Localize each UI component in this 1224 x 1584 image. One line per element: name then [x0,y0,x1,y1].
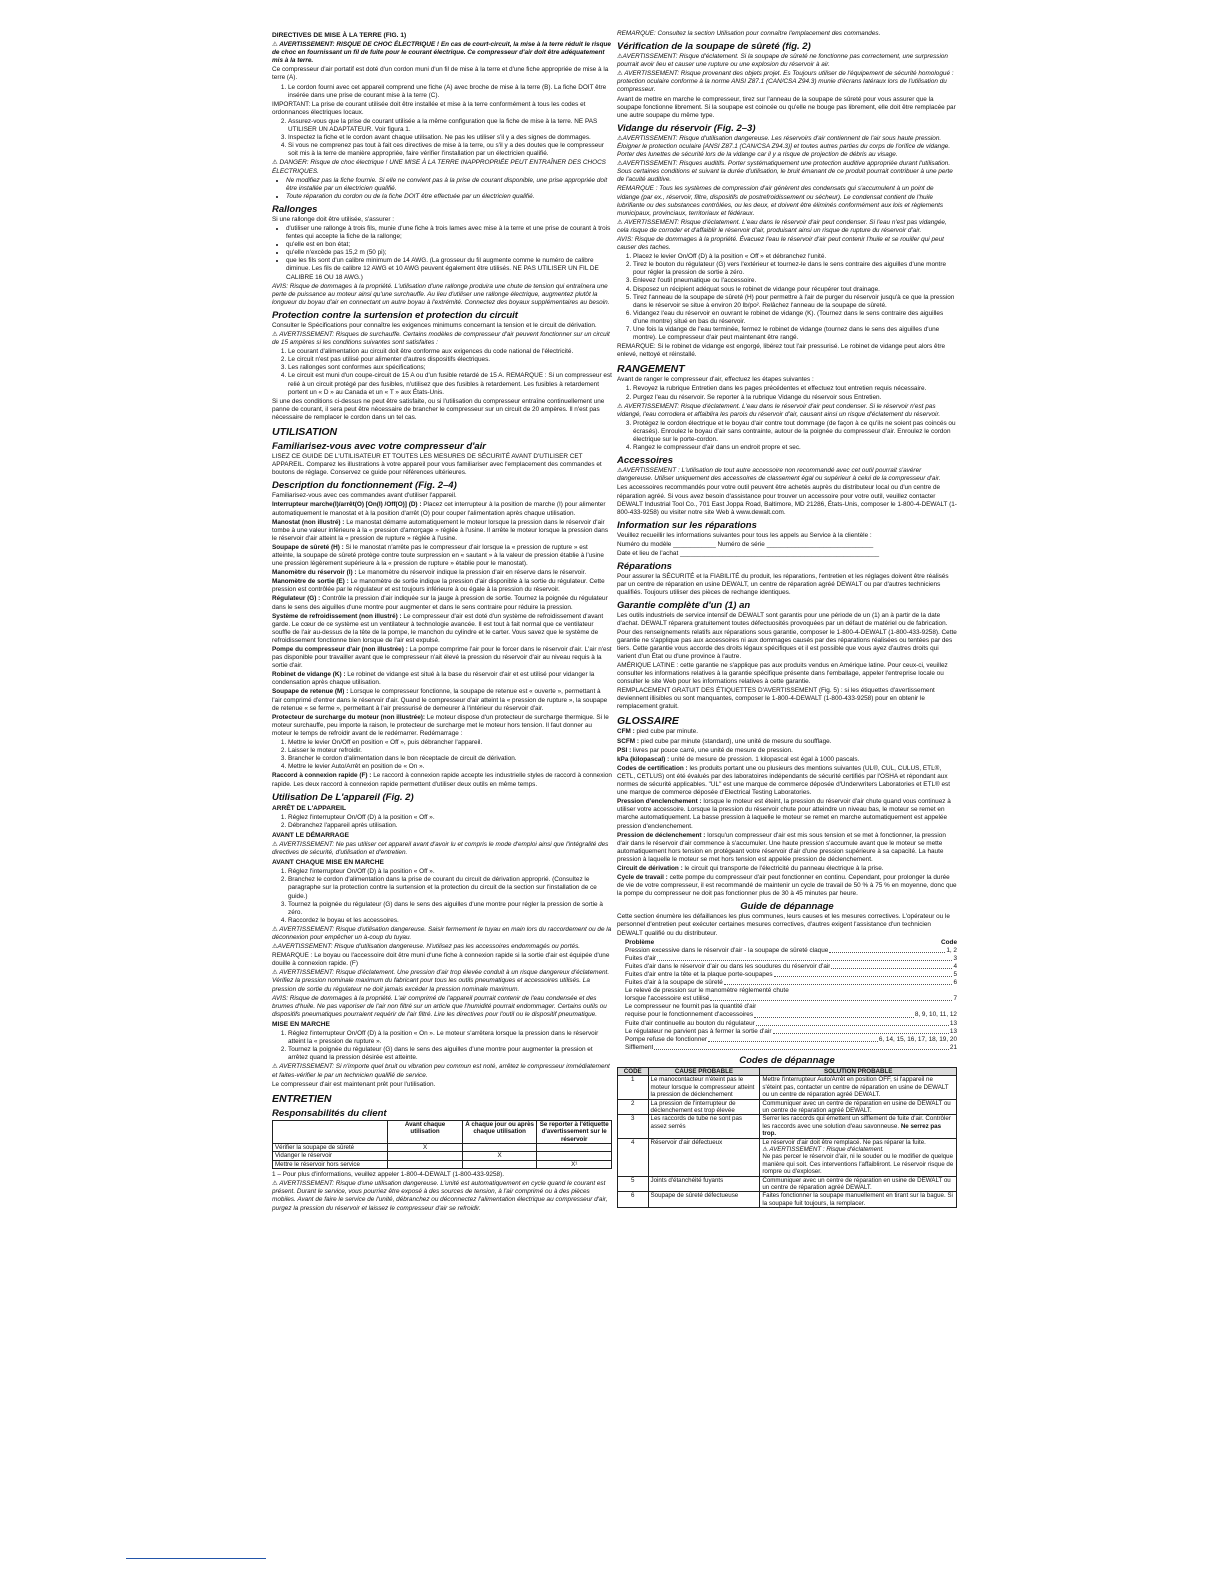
valve-text: Avant de mettre en marche le compresseur, tirez sur l'anneau de la soupape de sûreté pour vous assurer que la soupape fonctionne librement. Si la soupape est coincée ou qu'elle ne bouge pas librement, elle doit être remplacée par une autre soupape du même type. [617,95,956,119]
list-item: 4. Rangez le compresseur d'air dans un endroit propre et sec. [633,444,957,452]
stop-heading: ARRÊT DE L'APPAREIL [272,804,346,812]
dot-leader [756,1020,949,1026]
quick-connect-term: Raccord à connexion rapide (F) : [272,772,372,780]
table-header-cell [273,1120,388,1143]
definition-text: les produits portant une ou plusieurs des mentions suivantes (UL®, CUL, CULUS, ETL®, CETL, CETLUS) ont été évalués par des laboratoires indépendants de sécurité certifiés par l'OSHA et répondant aux normes de sécurité applicables. "UL" est une marque de commerce déposée d'Underwriters Laboratories et ETL® est une marque de commerce déposée d'Electrical Testing Laboratories. [617,764,951,797]
problem-code: 6, 14, 15, 16, 17, 18, 19, 20 [878,1035,957,1043]
solution-text: Le réservoir d'air doit être remplacé. Ne pas réparer la fuite. [762,1138,926,1146]
troubleshooting-list [617,939,957,1052]
list-item: • qu'elle n'excède pas 15,2 m (50 pi); [286,249,612,257]
definition-term: Manomètre de sortie (E) : [272,578,349,586]
definition-term: Soupape de sûreté (H) : [272,543,344,551]
start-heading: MISE EN MARCHE [272,1020,330,1028]
drain-remark: REMARQUE : Tous les systèmes de compression d'air génèrent des condensats qui s'accumulent à un point de vidange (par ex., réservoir, filtre, dispositifs de postrefroidissement ou sécheur). Le condensat contient de l'huile lubrifiante ou des substances contrôlées, ou les deux, et doivent être éliminés conformément aux lois et règlements municipaux, provinciaux, territoriaux et fédéraux. [617,185,944,217]
list-item: • Toute réparation du cordon ou de la fiche DOIT être effectuée par un électricien qualifié. [286,193,612,201]
definition-item [617,798,957,830]
list-item: 2. Tournez la poignée du régulateur (G) dans le sens des aiguilles d'une montre pour augmenter la pression et arrêtez quand la pression désirée est atteinte. [288,1046,612,1062]
solution-warning-text: Ne pas percer le réservoir d'air, ni le souder ou le modifier de quelque manière qui soit. Ces interventions l'affaibliront. Le réservoir risque de rompre ou d'exploser. [762,1153,954,1176]
list-item: 6. Vidangez l'eau du réservoir en ouvrant le robinet de vidange (K). (Tournez dans le sens contraire des aiguilles d'une montre) situé en bas du réservoir. [633,310,957,326]
definition-text: Le moteur dispose d'un protecteur de surcharge thermique. Si le moteur surchauffe, peu importe la raison, le protecteur de surcharge met le moteur hors tension. Il faut donner au moteur le temps de refroidir avant de le redémarrer. Redémarrage : [272,713,609,737]
list-item: 3. Enlevez l'outil pneumatique ou l'accessoire. [633,277,957,285]
definition-item [272,501,612,517]
problem-label: Pompe refuse de fonctionner [625,1035,708,1043]
definition-term: Circuit de dérivation : [617,864,683,872]
problem-label: Fuite d'air continuelle au bouton du régulateur [625,1019,755,1027]
definition-text: unité de mesure de pression. 1 kilopascal est égal à 1000 pascals. [671,755,860,763]
definition-term: Manomètre du réservoir (I) : [272,569,357,577]
definition-text: cette pompe du compresseur d'air peut fonctionner en continu. Cependant, pour prolonger la durée de vie de votre compresseur, il est recommandé de maintenir un cycle de travail de 50 % à 75 % en moyenne, donc que la pompe du compresseur ne doit pas fonctionner plus de 30 à 45 minutes par heure. [617,874,957,898]
solution-cell [760,1176,957,1192]
left-column [272,30,612,1214]
table-header-cell: Se reporter à l'étiquette d'avertissement sur le réservoir [537,1120,612,1143]
protection-warning: ⚠ AVERTISSEMENT: Risques de surchauffe. Certains modèles de compresseur d'air peuvent fonctionner sur un circuit de 15 ampères si les conditions suivantes sont satisfaites : [272,331,610,347]
start-warning: ⚠ AVERTISSEMENT: Si n'importe quel bruit ou vibration peu commun est noté, arrêtez le compresseur immédiatement et faites-vérifier le par un technicien qualifié de service. [272,1063,610,1079]
list-item: 4. Le circuit est muni d'un coupe-circuit de 15 A ou d'un fusible retardé de 15 A. REMARQUE : Si un compresseur est relié à un circuit protégé par des fusibles, n'utilisez que des fusibles à retardement. Les fusibles à retardement portent un « D » au Canada et un « T » aux États-Unis. [288,372,612,396]
repair-info-model: Numéro du modèle ____________ Numéro de série ______________________________ [617,540,874,548]
repair-info-heading: Information sur les réparations [617,519,757,531]
problem-code: 8, 9, 10, 11, 12 [914,1011,957,1019]
solution-emphasis: Ne serrez pas trop. [762,1122,942,1138]
definition-item [272,714,612,738]
problem-code: 4 [953,962,957,970]
responsibilities-note: 1 – Pour plus d'informations, veuillez appeler 1-800-4-DEWALT (1-800-433-9258). [272,1171,504,1179]
list-item: 4. Raccordez le boyau et les accessoires. [288,917,612,925]
definition-text: pied cube par minute (standard), une unité de mesure du soufflage. [640,737,832,745]
solution-text: Communiquer avec un centre de réparation en usine de DEWALT ou un centre de réparation agréé DEWALT. [762,1176,951,1192]
list-item: 4. Disposez un récipient adéquat sous le robinet de vidange pour récupérer tout drainage. [633,286,957,294]
drain-heading: Vidange du réservoir (Fig. 2–3) [617,122,756,134]
extension-notice: AVIS: Risque de dommages à la propriété. L'utilisation d'une rallonge produira une chute de tension qui entraînera une perte de puissance au moteur ainsi qu'une surchauffe. Au lieu d'utiliser une rallonge électrique, augmentez plutôt la longueur du boyau d'air en connectant un autre boyau à l'extrémité. Connectez des boyaux supplémentaires au besoin. [272,282,610,306]
start-ready: Le compresseur d'air est maintenant prêt pour l'utilisation. [272,1080,436,1088]
code-cell: 3 [618,1115,649,1138]
dot-leader [829,947,945,953]
accessories-warning: ⚠AVERTISSEMENT : L'utilisation de tout autre accessoire non recommandé avec cet outil pourrait s'avérer dangereuse. Utiliser uniquement des accessoires de classement égal ou supérieur à celui de la compresseur d'air. [617,467,941,483]
responsibilities-header-row [273,1120,612,1143]
table-cell: X¹ [537,1160,612,1168]
list-item: 4. Mettre le levier Auto/Arrêt en position de « On ». [288,763,612,771]
extension-items [272,225,612,282]
definition-term: Pression d'enclenchement : [617,798,702,806]
problem-code: 13 [949,1019,957,1027]
warranty-latam: AMÉRIQUE LATINE : cette garantie ne s'applique pas aux produits vendus en Amérique latine. Pour ceux-ci, veuillez consulter les informations relatives à la garantie spécifique présente dans l'emballage, appeler l'entreprise locale ou consulter le site Web pour les informations relatives à cette garantie. [617,661,948,686]
table-cell: Vérifier la soupape de sûreté [273,1143,388,1151]
repairs-heading: Réparations [617,561,672,573]
list-item: 1. Réglez l'interrupteur On/Off (D) à la position « On ». Le moteur s'arrêtera lorsque la pression dans le réservoir atteint la « pression de rupture ». [288,1030,612,1046]
code-cell: 6 [618,1192,649,1208]
list-item: 3. Les rallonges sont conformes aux spécifications; [288,364,612,372]
problem-column-label: Problème [625,938,655,946]
code-column-label: Code [941,938,957,946]
responsibilities-table [272,1120,612,1169]
problem-label: Fuites d'air [625,954,657,962]
list-item: 2. Débranchez l'appareil après utilisation. [288,822,612,830]
problem-code: 13 [949,1027,957,1035]
table-cell: X [462,1152,537,1160]
definition-text: Le manomètre de sortie indique la pression d'air disponible à la sortie du régulateur. Cette pression est contrôlée par le régulateur et est toujours inférieure à ou égale à la pression du réservoir. [272,578,605,594]
definition-term: Pression de déclenchement : [617,831,706,839]
problem-label: Fuites d'air dans le réservoir d'air ou dans les soudures du réservoir d'air [625,962,831,970]
code-cell: 2 [618,1099,649,1115]
dot-leader [831,963,952,969]
each-start-heading: AVANT CHAQUE MISE EN MARCHE [272,859,384,867]
definition-item [617,747,957,755]
list-item [625,947,957,955]
definition-term: Pompe du compresseur d'air (non illustrée) : [272,646,408,653]
problem-label: Sifflement [625,1043,654,1051]
definition-text: La pompe comprime l'air pour le forcer dans le réservoir d'air. L'air n'est pas disponible pour travailler avant que le compresseur n'ait élevé la pression du réservoir d'air au niveau requis à la sortie d'air. [272,646,612,670]
solution-text: Serrer les raccords qui émettent un sifflement de fuite d'air. Contrôler les raccords avec une solution d'eau savonneuse. [762,1115,951,1130]
responsibilities-body [273,1143,612,1168]
familiarize-text: LISEZ CE GUIDE DE L'UTILISATEUR ET TOUTES LES MESURES DE SÉCURITÉ AVANT D'UTILISER CET APPAREIL. Comparez les illustrations à votre appareil pour vous familiariser avec l'emplacement des commandes et boutons de réglage. Conservez ce guide pour références ultérieures. [272,453,602,477]
table-row [618,1192,957,1208]
dot-leader [657,955,952,961]
table-row [273,1160,612,1168]
table-row [618,1176,957,1192]
definition-item [617,765,957,797]
grounding-danger-items [272,177,612,201]
definition-text: lorsque le moteur est éteint, la pression du réservoir d'air chute quand vous continuez à utiliser votre accessoire. Lorsque la pression du réservoir chute pour atteindre un niveau bas, le moteur se remet en marche automatiquement. La basse pression à laquelle le moteur se remet en marche automatiquement est appelée pression d'enclenchement. [617,798,951,830]
solution-text: Communiquer avec un centre de réparation en usine de DEWALT ou un centre de réparation agréé DEWALT. [762,1099,951,1114]
definition-item [617,832,957,864]
table-cell [388,1160,463,1168]
problem-code: 6 [953,979,957,987]
cause-cell: Les raccords de tube ne sont pas assez serrés [648,1115,760,1138]
table-cell [462,1143,537,1151]
solution-text: Mettre l'interrupteur Auto/Arrêt en position OFF, si l'appareil ne s'éteint pas, contacter un centre de réparation en usine de DEWALT ou un centre de réparation agréé DEWALT. [762,1076,949,1099]
protection-intro: Consulter le Spécifications pour connaître les exigences minimums concernant la tension et le circuit de dérivation. [272,321,597,329]
table-cell [388,1152,463,1160]
list-item: 1. Revoyez la rubrique Entretien dans les pages précédentes et effectuez tout entretien requis nécessaire. [633,385,957,393]
repairs-text: Pour assurer la SÉCURITÉ et la FIABILITÉ du produit, les réparations, l'entretien et les réglages doivent être réalisés par un centre de réparation en usine DEWALT, un centre de réparation agréé DEWALT ou par d'autres techniciens qualifiés. Toujours utiliser des pièces de rechange identiques. [617,573,949,597]
protection-heading: Protection contre la surtension et protection du circuit [272,309,518,321]
code-cell: 1 [618,1076,649,1099]
extension-intro: Si une rallonge doit être utilisée, s'assurer : [272,215,394,223]
list-item: 2. Laisser le moteur refroidir. [288,747,612,755]
familiarize-heading: Familiarisez-vous avec votre compresseur d'air [272,441,486,453]
table-row [618,1138,957,1176]
responsibilities-warning: ⚠ AVERTISSEMENT: Risque d'une utilisation dangereuse. L'unité est automatiquement en cycle quand le courant est présent. Durant le service, vous pourriez être exposé à des sources de tension, à l'air comprimé ou à des pièces mobiles. Avant de faire le service de l'unité, débranchez ou déconnectez l'alimentation électrique au compresseur d'air, purgez la pression du réservoir et laissez le compresseur d'air se refroidir. [272,1180,608,1212]
definition-term: kPa (kilopascal) : [617,755,670,763]
drain-warning-1: ⚠AVERTISSEMENT: Risque d'utilisation dangereuse. Les réservoirs d'air contiennent de l'air sous haute pression. Éloigner le protection oculaire [ANSI Z87.1 (CAN/CSA Z94.3)] et toutes autres parties du corps de l'orifice de vidange. Porter des lunettes de sécurité lors de la vidange car il y a risque de projection de débris au visage. [617,134,951,159]
table-cell: Mettre le réservoir hors service [273,1160,388,1168]
definition-text: Placez cet interrupteur à la position de marche (I) pour alimenter automatiquement le manostat et à la position d'arrêt (O) pour couper l'alimentation après chaque utilisation. [272,501,606,517]
list-item: 2. Purgez l'eau du réservoir. Se reporter à la rubrique Vidange du réservoir sous Entretien. [633,394,957,402]
right-column [617,30,957,1210]
list-item: 3. Protégez le cordon électrique et le boyau d'air contre tout dommage (de façon à ce qu'ils ne soient pas coincés ou écrasés). Enroulez le boyau d'air sans contrainte, autour de la poignée du compresseur d'air. Enroulez le cordon électrique sur le porte-cordon. [633,420,957,444]
storage-warning: ⚠ AVERTISSEMENT: Risque d'éclatement. L'eau dans le réservoir d'air peut condenser. Si le réservoir n'est pas vidangé, l'eau corrodera et affaiblira les parois du réservoir d'air, causant ainsi un risque d'éclatement du réservoir. [617,402,941,418]
repair-info-intro: Veuillez recueillir les informations suivantes pour tous les appels au Service à la clientèle : [617,531,872,539]
problem-label: Fuites d'air à la soupape de sûreté [625,979,723,987]
codes-col-solution: SOLUTION PROBABLE [760,1067,957,1075]
definition-item [272,671,612,687]
list-item: • que les fils sont d'un calibre minimum de 14 AWG. (La grosseur du fil augmente comme le numéro de calibre diminue. Les fils de calibre 12 AWG et 10 AWG peuvent également être utilisés. NE PAS UTILISER UN FIL DE CALIBRE 16 OU 18 AWG.) [286,257,612,281]
grounding-intro: Ce compresseur d'air portatif est doté d'un cordon muni d'un fil de mise à la terre et d'une fiche appropriée de mise à la terre (A). [272,66,609,82]
definition-item [272,519,612,543]
definition-text: Contrôle la pression d'air indiquée sur la jauge à pression de sortie. Tournez la poignée du régulateur dans le sens des aiguilles d'une montre pour augmenter et dans le sens contraire pour réduire la pression. [272,595,608,611]
list-item [625,963,957,971]
table-row [618,1115,957,1138]
cause-cell: Soupape de sûreté défectueuse [648,1192,760,1208]
definition-item [272,613,612,645]
warranty-text: Les outils industriels de service intensif de DEWALT sont garantis pour une période de un (1) an à partir de la date d'achat. DEWALT réparera gratuitement toutes défectuosités provoquées par un défaut de matériel ou de fabrication. Pour des renseignements relatifs aux réparations sous garantie, composer le 1-800-4-DEWALT (1-800-433-9258). Cette garantie ne s'applique pas aux accessoires ni aux dommages causés par des réparations réalisées ou tentées par des tiers. Cette garantie vous accorde des droits légaux spécifiques et il est possible que vous ayez d'autres droits qui varient d'un État ou d'une province à l'autre. [617,612,957,660]
list-item: 5. Tirez l'anneau de la soupape de sûreté (H) pour permettre à l'air de purger du réservoir jusqu'à ce que la pression dans le réservoir se situe à environ 20 lb/po². Relâchez l'anneau de la soupape de sûreté. [633,294,957,310]
solution-warning: ⚠ AVERTISSEMENT : Risque d'éclatement. [762,1146,884,1153]
repair-info-date: Date et lieu de l'achat ________________________________________________________ [617,549,880,557]
troubleshooting-list-header [625,939,957,947]
grounding-important: IMPORTANT: La prise de courant utilisée doit être installée et mise à la terre conformément à tous les codes et ordonnances électriques locaux. [272,100,586,116]
definition-term: Soupape de retenue (M) : [272,688,349,696]
accessories-text: Les accessoires recommandés pour votre outil peuvent être achetés auprès du distributeur local ou d'un centre de réparation agréé. Si vous avez besoin d'assistance pour trouver un accessoire pour votre outil, veuillez contacter DEWALT Industrial Tool Co., 701 East Joppa Road, Baltimore, MD 21286, États-Unis, composer le 1-800-4-DEWALT (1-800-433-9258) ou visiter notre site Web à www.dewalt.com. [617,484,957,516]
drain-steps [617,253,957,342]
warranty-heading: Garantie complète d'un (1) an [617,600,751,612]
solution-cell [760,1138,957,1176]
problem-code: 3 [953,954,957,962]
definition-term: Interrupteur marche(I)/arrêt(O) [On(I) /Off(O)] (D) : [272,501,422,509]
list-item [625,971,957,979]
list-item: 2. Assurez-vous que la prise de courant utilisée a la même configuration que la fiche de mise à la terre. NE PAS UTILISER UN ADAPTATEUR. Voir figura 1. [288,118,612,134]
list-item: 3. Tournez la poignée du régulateur (G) dans le sens des aiguilles d'une montre pour régler la pression de sortie à zéro. [288,901,612,917]
valve-warning-1: ⚠AVERTISSEMENT: Risque d'éclatement. Si la soupape de sûreté ne fonctionne pas correctement, une surpression pourrait avoir lieu et causer une rupture ou une explosion du réservoir à air. [617,53,948,69]
list-item: 2. Le circuit n'est pas utilisé pour alimenter d'autres dispositifs électriques. [288,356,612,364]
quick-connect-text: Le raccord à connexion rapide accepte les industrielle styles de raccord à connexion rapide. Les deux raccord à connexion rapide permettent d'utiliser deux outils en même temps. [272,772,612,788]
grounding-danger: ⚠ DANGER: Risque de choc électrique ! UNE MISE À LA TERRE INAPPROPRIÉE PEUT ENTRAÎNER DES CHOCS ÉLECTRIQUES. [272,159,606,175]
definition-text: Le robinet de vidange est situé à la base du réservoir d'air et est utilisé pour vidanger la condensation après chaque utilisation. [272,671,595,687]
dot-leader [654,1044,949,1050]
cause-cell: Le manocontacteur n'éteint pas le moteur lorsque le compresseur atteint la pression de déclenchement [648,1076,760,1099]
codes-heading: Codes de dépannage [739,1054,835,1066]
definition-text: Le manomètre du réservoir indique la pression d'air en réserve dans le réservoir. [358,569,587,577]
solution-cell [760,1099,957,1115]
problem-label: Le relevé de pression sur le manomètre réglementé chute [625,987,789,995]
definition-text: le circuit qui transporte de l'électricité du panneau électrique à la prise. [684,864,884,872]
storage-intro: Avant de ranger le compresseur d'air, effectuez les étapes suivantes : [617,376,814,384]
problem-code: 21 [949,1043,957,1051]
troubleshooting-intro: Cette section énumère les défaillances les plus communes, leurs causes et les mesures correctives. L'opérateur ou le personnel d'entretien peut exécuter certaines mesures correctives, d'autres exigent l'assistance d'un technicien DEWALT qualifié ou du distributeur. [617,913,950,937]
problem-label: lorsque l'accessoire est utilisé [625,995,710,1003]
definition-text: Lorsque le compresseur fonctionne, la soupape de retenue est « ouverte », permettant à l'air comprimé d'entrer dans le réservoir d'air. Quand le compresseur d'air atteint la « pression de rupture », la soupape de retenue « se ferme », permettant à l'air pressurisé de demeurer à l'intérieur du réservoir d'air. [272,688,608,712]
list-item [625,987,957,995]
definition-text: pied cube par minute. [636,728,698,736]
list-item [625,1044,957,1052]
valve-heading: Vérification de la soupape de sûreté (fig. 2) [617,41,811,53]
definition-text: Le compresseur d'air est doté d'un système de refroidissement d'avant garde. Le cœur de ce système est un ventilateur à technologie avancée. Il est tout à fait normal que ce ventilateur souffle de l'air au-dessus de la tête de la pompe, le manchon du cylindre et le carter. Vous savez que le système de refroidissement fonctionne bien lorsque de l'air est expulsé. [272,612,604,644]
dot-leader [710,995,952,1001]
list-item [625,1003,957,1011]
definition-item [272,646,612,670]
valve-warning-2: ⚠ AVERTISSEMENT: Risque provenant des objets projet. Es Toujours utiliser de l'équipement de sécurité homologué : protection oculaire conforme à la norme ANSI Z87.1 (CAN/CSA Z94.3) munie d'écrans latéraux lors de l'utilisation du compresseur. [617,70,954,94]
drain-warning-3: ⚠ AVERTISSEMENT: Risque d'éclatement. L'eau dans le réservoir d'air peut condenser. Si l'eau n'est pas vidangée, cela risque de corroder et d'affaiblir le réservoir d'air, produisant ainsi un risque de rupture du réservoir d'air. [617,218,947,234]
list-item: 2. Tirez le bouton du régulateur (G) vers l'extérieur et tournez-le dans le sens contraire des aiguilles d'une montre pour régler la pression de sortie à zéro. [633,261,957,277]
each-start-warning-3: ⚠ AVERTISSEMENT: Risque d'éclatement. Une pression d'air trop élevée conduit à un risque dangereux d'éclatement. Vérifiez la pression nominale maximum du fabricant pour tous les outils pneumatiques et accessoires utilisés. La pression de sortie du régulateur ne doit jamais excéder la pression nominale maximum. [272,969,610,993]
protection-outro: Si une des conditions ci-dessus ne peut être satisfaite, ou si l'utilisation du compresseur entraîne continuellement une panne de courant, il sera peut être nécessaire de brancher le compresseur sur un circuit de 20 ampères. Il n'est pas nécessaire de remplacer le cordon dans un tel cas. [272,397,605,421]
before-start-warning: ⚠ AVERTISSEMENT: Ne pas utiliser cet appareil avant d'avoir lu et compris le mode d'emploi ainsi que l'intégralité des directives de sécurité, d'utilisation et d'entretien. [272,840,609,857]
cause-cell: Réservoir d'air défectueux [648,1138,760,1176]
protection-items [272,348,612,397]
definition-text: livres par pouce carré, une unité de mesure de pression. [633,746,793,754]
operation-heading: Utilisation De L'appareil (Fig. 2) [272,791,414,803]
start-steps [272,1030,612,1062]
list-item: 3. Inspectez la fiche et le cordon avant chaque utilisation. Ne pas les utiliser s'il y a des signes de dommages. [288,134,612,142]
definition-item [617,756,957,764]
list-item [625,1028,957,1036]
list-item: 1. Le courant d'alimentation au circuit doit être conforme aux exigences du code national de l'électricité. [288,348,612,356]
table-header-cell: Avant chaque utilisation [388,1120,463,1143]
glossary-items [617,728,957,898]
table-row [618,1099,957,1115]
storage-steps-2 [617,420,957,452]
list-item [625,955,957,963]
description-heading: Description du fonctionnement (Fig. 2–4) [272,480,457,492]
list-item: 1. Réglez l'interrupteur On/Off (D) à la position « Off ». [288,868,612,876]
dot-leader [708,1036,878,1042]
dot-leader [724,979,953,985]
list-item: • Ne modifiez pas la fiche fournie. Si elle ne convient pas à la prise de courant disponible, une prise appropriée doit être installée par un électricien qualifié. [286,177,612,193]
table-cell: X [388,1143,463,1151]
list-item [625,1036,957,1044]
problem-label: Fuites d'air entre la tête et la plaque porte-soupapes [625,971,773,978]
definition-term: Régulateur (G) : [272,595,321,603]
problem-code: 1, 2 [946,946,957,954]
definition-term: CFM : [617,728,635,736]
dot-leader [774,971,953,977]
drain-notice: AVIS: Risque de dommages à la propriété. Évacuez l'eau le réservoir d'air peut contenir l'huile et se rouiller qui peut causer des taches. [617,235,944,252]
problem-label: Le régulateur ne parvient pas à fermer la sortie d'air [625,1027,772,1035]
list-item [625,979,957,987]
warranty-labels: REMPLACEMENT GRATUIT DES ÉTIQUETTES D'AVERTISSEMENT (Fig. 5) : si les étiquettes d'avertissement deviennent illisibles ou sont manquantes, composer le 1-800-4-DEWALT (1-800-433-9258) pour en obtenir le remplacement gratuit. [617,687,935,711]
definition-term: Codes de certification : [617,764,688,772]
definition-term: PSI : [617,746,632,754]
accessories-heading: Accessoires [617,455,673,467]
quick-connect-item [272,772,612,788]
definition-text: lorsqu'un compresseur d'air est mis sous tension et se met à fonctionner, la pression d'air dans le réservoir d'air commence à s'accumuler. Une haute pression s'accumule avant que le moteur se mette automatiquement hors tension en protégeant votre réservoir d'air d'une pression supérieure à sa capacité. La haute pression à laquelle le moteur se met hors tension est appelée pression de déclenchement. [617,831,946,863]
definition-term: SCFM : [617,737,640,745]
codes-header-row [618,1067,957,1075]
dot-leader [754,1011,914,1017]
solution-text: Faites fonctionner la soupape manuellement en tirant sur la bague. Si la soupape fuit toujours, la remplacer. [762,1192,953,1207]
definition-term: Manostat (non illustré) : [272,518,345,526]
dot-leader [773,1028,949,1034]
drain-warning-2: ⚠AVERTISSEMENT: Risques auditifs. Porter systématiquement une protection auditive appropriée durant l'utilisation. Sous certaines conditions et suivant la durée d'utilisation, le bruit émanant de ce produit pourrait contribuer à une perte de l'acuité auditive. [617,160,953,184]
glossary-heading: GLOSSAIRE [617,715,679,728]
description-intro: Familiarisez-vous avec ces commandes avant d'utiliser l'appareil. [272,492,457,500]
definition-item [272,569,612,577]
definition-term: Protecteur de surcharge du moteur (non illustrée): [272,713,426,721]
table-row [273,1152,612,1160]
each-start-remark: REMARQUE : Le boyau ou l'accessoire doit être muni d'une fiche à connexion rapide si la sortie d'air est équipée d'une douille à connexion rapide. (F) [272,952,610,968]
troubleshooting-heading: Guide de dépannage [740,901,834,913]
list-item: • d'utiliser une rallonge à trois fils, munie d'une fiche à trois lames avec mise à la terre et une prise de courant à trois fentes qui accepte la fiche de la rallonge; [286,225,612,241]
maintenance-heading: ENTRETIEN [272,1092,332,1105]
codes-body [618,1076,957,1208]
cause-cell: La pression de l'interrupteur de déclenchement est trop élevée [648,1099,760,1115]
definition-item [617,874,957,898]
list-item [625,1011,957,1019]
description-items [272,501,612,738]
list-item: 1. Le cordon fourni avec cet appareil comprend une fiche (A) avec broche de mise à la terre (B). La fiche DOIT être insérée dans une prise de courant mise à la terre (C). [288,84,612,100]
table-cell [537,1143,612,1151]
list-item [625,1020,957,1028]
table-header-cell: À chaque jour ou après chaque utilisation [462,1120,537,1143]
definition-text: Si le manostat n'arrête pas le compresseur d'air lorsque la « pression de rupture » est atteinte, la soupape de sûreté protège contre toute surpression en « sautant » à la valeur de pression établie à l'usine une pression légèrement supérieure à la « pression de rupture » établie pour le manostat). [272,543,604,568]
list-item [625,995,957,1003]
solution-cell [760,1115,957,1138]
cause-cell: Joints d'étanchéité fuyants [648,1176,760,1192]
storage-heading: RANGEMENT [617,363,685,376]
definition-term: Système de refroidissement (non illustré) : [272,612,402,620]
definition-item [617,738,957,746]
definition-text: Le manostat démarre automatiquement le moteur lorsque la pression dans le réservoir d'air tombe à une valeur inférieure à la « pression d'amorçage » réglée à l'usine. Il arrête le moteur lorsque la pression dans le réservoir d'air atteint la « pression de rupture » réglée à l'usine. [272,518,609,542]
list-item: 1. Placez le levier On/Off (D) à la position « Off » et débranchez l'unité. [633,253,957,261]
restart-steps [272,739,612,771]
codes-col-code: CODE [618,1067,649,1075]
definition-item [272,688,612,712]
each-start-notice: AVIS: Risque de dommages à la propriété. L'air comprimé de l'appareil pourrait contenir de l'eau condensée et des brumes d'huile. Ne pas vaporiser de l'air non filtré sur un article que l'humidité pourrait endommager. Certains outils ou dispositifs pneumatiques pourraient requérir de l'air filtré. Lire les directives pour l'outil ou le dispositif pneumatique. [272,994,607,1018]
each-start-warning-2: ⚠AVERTISSEMENT: Risque d'utilisation dangereuse. N'utilisez pas les accessoires endommagés ou portés. [272,943,581,951]
definition-term: Robinet de vidange (K) : [272,671,346,679]
solution-cell [760,1076,957,1099]
grounding-steps-b [272,118,612,158]
definition-item [272,578,612,594]
before-start-heading: AVANT LE DÉMARRAGE [272,831,350,839]
list-item: 1. Réglez l'interrupteur On/Off (D) à la position « Off ». [288,814,612,822]
definition-item [617,728,957,736]
table-cell: Vidanger le réservoir [273,1152,388,1160]
grounding-steps-a [272,84,612,100]
codes-table [617,1067,957,1208]
list-item: 1. Mettre le levier On/Off en position « Off », puis débrancher l'appareil. [288,739,612,747]
table-row [618,1076,957,1099]
table-cell [537,1152,612,1160]
definition-item [617,865,957,873]
definition-term: Cycle de travail : [617,874,668,882]
code-cell: 5 [618,1176,649,1192]
solution-cell [760,1192,957,1208]
definition-item [272,595,612,611]
drain-remark-2: REMARQUE: Si le robinet de vidange est engorgé, libérez tout l'air pressurisé. Le robinet de vidange peut alors être enlevé, nettoyé et réinstallé. [617,343,946,359]
problem-code: 5 [953,971,957,978]
responsibilities-heading: Responsabilités du client [272,1107,387,1119]
list-item: • qu'elle est en bon état; [286,241,612,249]
problem-label: Le compresseur ne fournit pas la quantité d'air [625,1003,757,1011]
grounding-warning: ⚠ AVERTISSEMENT: RISQUE DE CHOC ÉLECTRIQUE ! En cas de court-circuit, la mise à la terre réduit le risque de choc en fournissant un fil de fuite pour le courant électrique. Ce compresseur d'air doit être adéquatement mis à la terre. [272,41,611,65]
list-item: 2. Branchez le cordon d'alimentation dans la prise de courant du circuit de dérivation approprié. (Consultez le paragraphe sur la protection contre la surtension et la protection du circuit de la section sur l'installation de ce guide.) [288,876,612,900]
list-item: 3. Brancher le cordon d'alimentation dans le bon réceptacle de circuit de dérivation. [288,755,612,763]
list-item: 4. Si vous ne comprenez pas tout à fait ces directives de mise à la terre, ou s'il y a des doutes que le compresseur soit mis à la terre de manière appropriée, faire vérifier l'installation par un électricien qualifié. [288,142,612,158]
list-item: 7. Une fois la vidange de l'eau terminée, fermez le robinet de vidange (tournez dans le sens des aiguilles d'une montre). Le compresseur d'air peut maintenant être rangé. [633,326,957,342]
top-remark: REMARQUE: Consultez la section Utilisation pour connaître l'emplacement des commandes. [617,30,881,37]
problem-label: Pression excessive dans le réservoir d'air - la soupape de sûreté claque [625,946,829,954]
stop-steps [272,814,612,830]
codes-col-cause: CAUSE PROBABLE [648,1067,760,1075]
table-row [273,1143,612,1151]
definition-item [272,544,612,568]
extension-heading: Rallonges [272,203,318,215]
storage-steps [617,385,957,401]
problem-label: requise pour le fonctionnement d'accessoires [625,1011,754,1019]
each-start-warning-1: ⚠ AVERTISSEMENT: Risque d'utilisation dangereuse. Saisir fermement le tuyau en main lors du raccordement ou de la déconnexion pour empêcher un à-coup du tuyau. [272,925,612,941]
grounding-heading: DIRECTIVES DE MISE À LA TERRE (FIG. 1) [272,32,407,39]
each-start-steps [272,868,612,925]
problem-code: 7 [953,995,957,1003]
footer-rule [126,1558,266,1559]
table-cell [462,1160,537,1168]
usage-heading: UTILISATION [272,426,338,439]
code-cell: 4 [618,1138,649,1176]
